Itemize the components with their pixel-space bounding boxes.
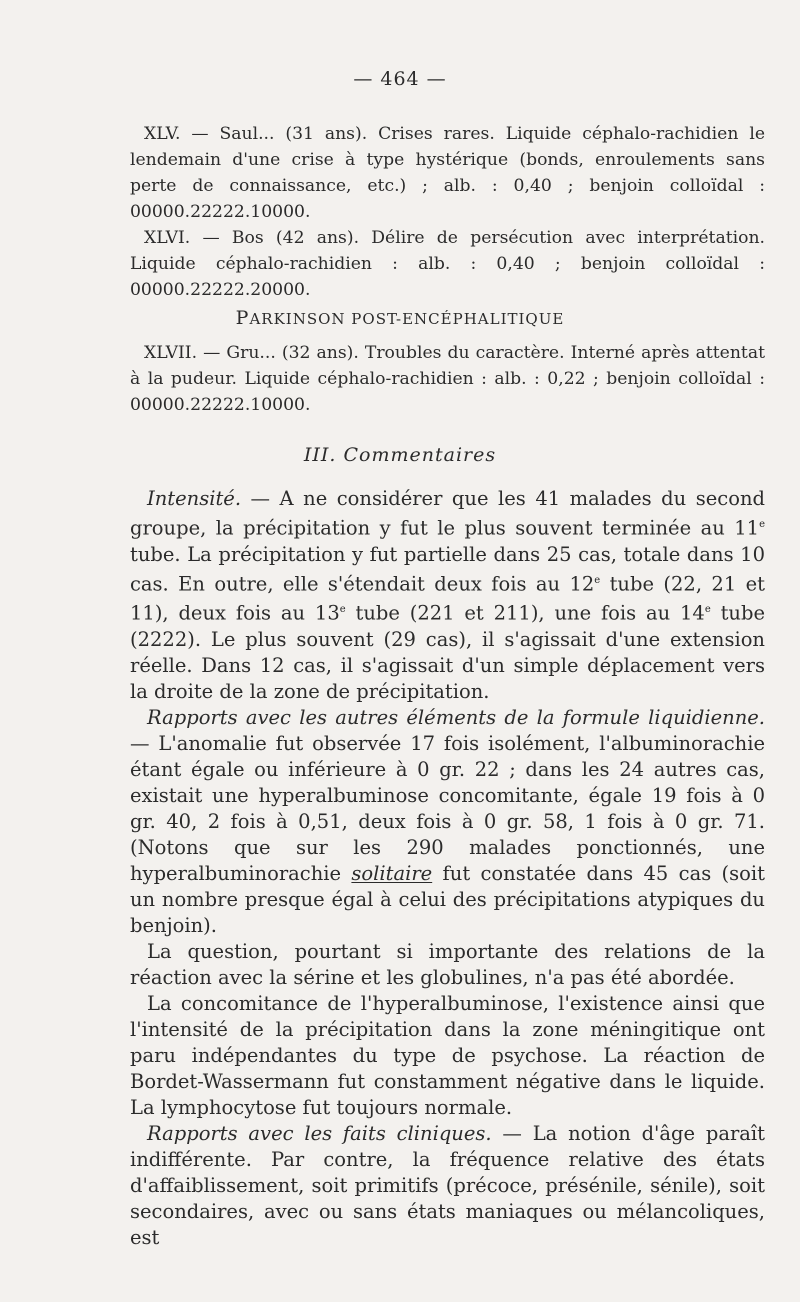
case-list-top xyxy=(130,121,765,303)
text-segment: — A ne considérer que les 41 malades du second groupe, la précipitation y fut le plus souvent terminée au 11 xyxy=(130,487,765,540)
heading-rest: ARKINSON POST-ENCÉPHALITIQUE xyxy=(249,310,565,328)
emphasis-solitaire: solitaire xyxy=(351,861,433,885)
text-segment: — La notion d'âge paraît indifférente. Par contre, la fréquence relative des états d'affaiblissement, soit primitifs (précoce, présénile, sénile), soit secondaires, avec ou sans états maniaques ou mélancoliques, est xyxy=(130,1121,765,1249)
case-list-parkinson xyxy=(130,340,765,418)
text-segment: fut constatée dans 45 cas (soit un nombre presque égal à celui des précipitations atypiques du benjoin). xyxy=(130,861,765,937)
section-heading-parkinson xyxy=(0,307,800,329)
superscript: e xyxy=(594,574,601,586)
lead-rapports-cliniques: Rapports avec les faits cliniques. xyxy=(147,1121,492,1145)
page-number: — 464 — xyxy=(353,68,447,90)
text-segment: tube. La précipitation y fut partielle dans 25 cas, totale dans 10 cas. En outre, elle s'étendait deux fois au 12 xyxy=(130,542,765,595)
text-segment: tube (22, 21 et 11), deux fois au 13 xyxy=(130,572,765,625)
paragraph-intensite xyxy=(130,486,765,705)
superscript: e xyxy=(339,604,346,615)
paragraph-question: La question, pourtant si importante des relations de la réaction avec la sérine et les globulines, n'a pas été abordée. xyxy=(130,939,765,989)
superscript: e xyxy=(704,604,711,615)
paragraph-concomitance: La concomitance de l'hyperalbuminose, l'existence ainsi que l'intensité de la précipitation dans la zone méningitique ont paru indépendantes du type de psychose. La réaction de Bordet-Wassermann fut constamment négative dans le liquide. La lymphocytose fut toujours normale. xyxy=(130,991,765,1119)
text-segment: tube (221 et 211), une fois au 14 xyxy=(345,601,705,625)
commentary-body xyxy=(130,486,765,1251)
superscript: e xyxy=(759,519,765,530)
section-heading-comments: III. Commentaires xyxy=(303,444,497,466)
lead-intensite: Intensité. xyxy=(147,487,242,510)
case-xlvii: XLVII. — Gru... (32 ans). Troubles du caractère. Interné après attentat à la pudeur. Liquide céphalo-rachidien : alb. : 0,22 ; benjoin colloïdal : 00000.22222.10000. xyxy=(130,343,765,415)
paragraph-rapports-formule xyxy=(130,705,765,939)
text-segment: — L'anomalie fut observée 17 fois isolément, l'albuminorachie étant égale ou inférieure à 0 gr. 22 ; dans les 24 autres cas, existait une hyperalbuminose concomitante, égale 19 fois à 0 gr. 40, 2 fois à 0,51, deux fois à 0 gr. 58, 1 fois à 0 gr. 71. (Notons que sur les 290 malades ponctionnés, une hyperalbuminorachie xyxy=(130,731,765,885)
lead-rapports-formule: Rapports avec les autres éléments de la formule liquidienne. xyxy=(147,705,765,729)
case-xlv: XLV. — Saul... (31 ans). Crises rares. Liquide céphalo-rachidien le lendemain d'une crise à type hystérique (bonds, enroulements sans perte de connaissance, etc.) ; alb. : 0,40 ; benjoin colloïdal : 00000.22222.10000. xyxy=(130,124,765,222)
paragraph-rapports-cliniques xyxy=(130,1121,765,1251)
heading-initial: P xyxy=(235,307,250,329)
text-segment: tube (2222). Le plus souvent (29 cas), il s'agissait d'une extension réelle. Dans 12 cas, il s'agissait d'un simple déplacement vers la droite de la zone de précipitation. xyxy=(130,601,765,703)
case-xlvi: XLVI. — Bos (42 ans). Délire de persécution avec interprétation. Liquide céphalo-rachidien : alb. : 0,40 ; benjoin colloïdal : 00000.22222.20000. xyxy=(130,228,765,300)
